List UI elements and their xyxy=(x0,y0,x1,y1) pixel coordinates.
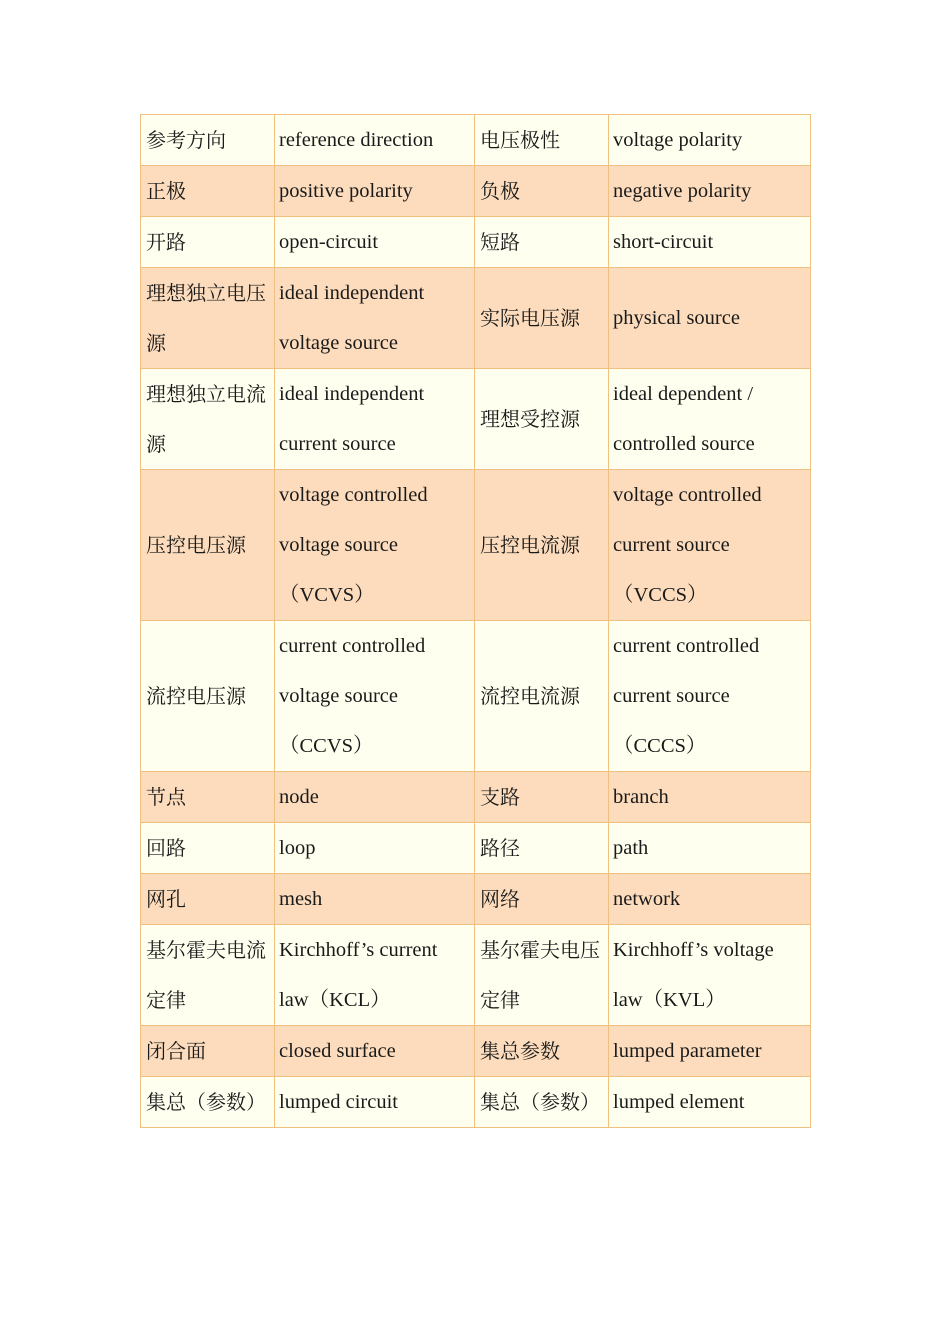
term-en-1: closed surface xyxy=(275,1026,475,1077)
term-en-2: short-circuit xyxy=(609,217,811,268)
term-cn-1: 节点 xyxy=(141,772,275,823)
term-en-1: mesh xyxy=(275,874,475,925)
term-cn-1: 理想独立电流源 xyxy=(141,369,275,470)
term-en-2: ideal dependent / controlled source xyxy=(609,369,811,470)
term-cn-1: 正极 xyxy=(141,166,275,217)
term-en-2: physical source xyxy=(609,268,811,369)
term-cn-2: 压控电流源 xyxy=(475,470,609,621)
term-cn-1: 压控电压源 xyxy=(141,470,275,621)
term-en-1: ideal independent current source xyxy=(275,369,475,470)
term-en-2: branch xyxy=(609,772,811,823)
glossary-table xyxy=(140,114,811,1128)
term-cn-2: 短路 xyxy=(475,217,609,268)
term-en-1: current controlled voltage source （CCVS） xyxy=(275,621,475,772)
term-cn-1: 参考方向 xyxy=(141,115,275,166)
table-row xyxy=(141,217,811,268)
term-cn-1: 开路 xyxy=(141,217,275,268)
term-cn-1: 闭合面 xyxy=(141,1026,275,1077)
term-en-2: current controlled current source （CCCS） xyxy=(609,621,811,772)
table-row xyxy=(141,115,811,166)
term-cn-1: 理想独立电压源 xyxy=(141,268,275,369)
term-en-2: lumped parameter xyxy=(609,1026,811,1077)
term-en-1: lumped circuit xyxy=(275,1077,475,1128)
term-cn-2: 理想受控源 xyxy=(475,369,609,470)
term-cn-2: 电压极性 xyxy=(475,115,609,166)
term-en-1: Kirchhoff’s current law（KCL） xyxy=(275,925,475,1026)
term-en-2: Kirchhoff’s voltage law（KVL） xyxy=(609,925,811,1026)
term-en-2: voltage controlled current source （VCCS） xyxy=(609,470,811,621)
term-en-1: reference direction xyxy=(275,115,475,166)
term-en-2: network xyxy=(609,874,811,925)
term-cn-1: 网孔 xyxy=(141,874,275,925)
table-row xyxy=(141,1026,811,1077)
term-cn-1: 流控电压源 xyxy=(141,621,275,772)
table-row xyxy=(141,369,811,470)
term-cn-2: 路径 xyxy=(475,823,609,874)
term-cn-2: 集总参数 xyxy=(475,1026,609,1077)
term-cn-1: 回路 xyxy=(141,823,275,874)
table-row xyxy=(141,621,811,772)
term-cn-2: 流控电流源 xyxy=(475,621,609,772)
table-row xyxy=(141,823,811,874)
term-en-1: open-circuit xyxy=(275,217,475,268)
table-row xyxy=(141,874,811,925)
table-row xyxy=(141,470,811,621)
term-cn-1: 基尔霍夫电流定律 xyxy=(141,925,275,1026)
term-cn-1: 集总（参数） xyxy=(141,1077,275,1128)
term-en-2: voltage polarity xyxy=(609,115,811,166)
term-en-1: positive polarity xyxy=(275,166,475,217)
term-cn-2: 网络 xyxy=(475,874,609,925)
term-cn-2: 基尔霍夫电压定律 xyxy=(475,925,609,1026)
term-en-1: voltage controlled voltage source （VCVS） xyxy=(275,470,475,621)
term-en-1: loop xyxy=(275,823,475,874)
term-en-1: node xyxy=(275,772,475,823)
term-cn-2: 集总（参数） xyxy=(475,1077,609,1128)
term-en-2: path xyxy=(609,823,811,874)
term-en-2: negative polarity xyxy=(609,166,811,217)
table-row xyxy=(141,772,811,823)
term-cn-2: 支路 xyxy=(475,772,609,823)
term-en-1: ideal independent voltage source xyxy=(275,268,475,369)
table-row xyxy=(141,166,811,217)
term-cn-2: 负极 xyxy=(475,166,609,217)
table-row xyxy=(141,925,811,1026)
table-row xyxy=(141,268,811,369)
table-row xyxy=(141,1077,811,1128)
term-cn-2: 实际电压源 xyxy=(475,268,609,369)
term-en-2: lumped element xyxy=(609,1077,811,1128)
